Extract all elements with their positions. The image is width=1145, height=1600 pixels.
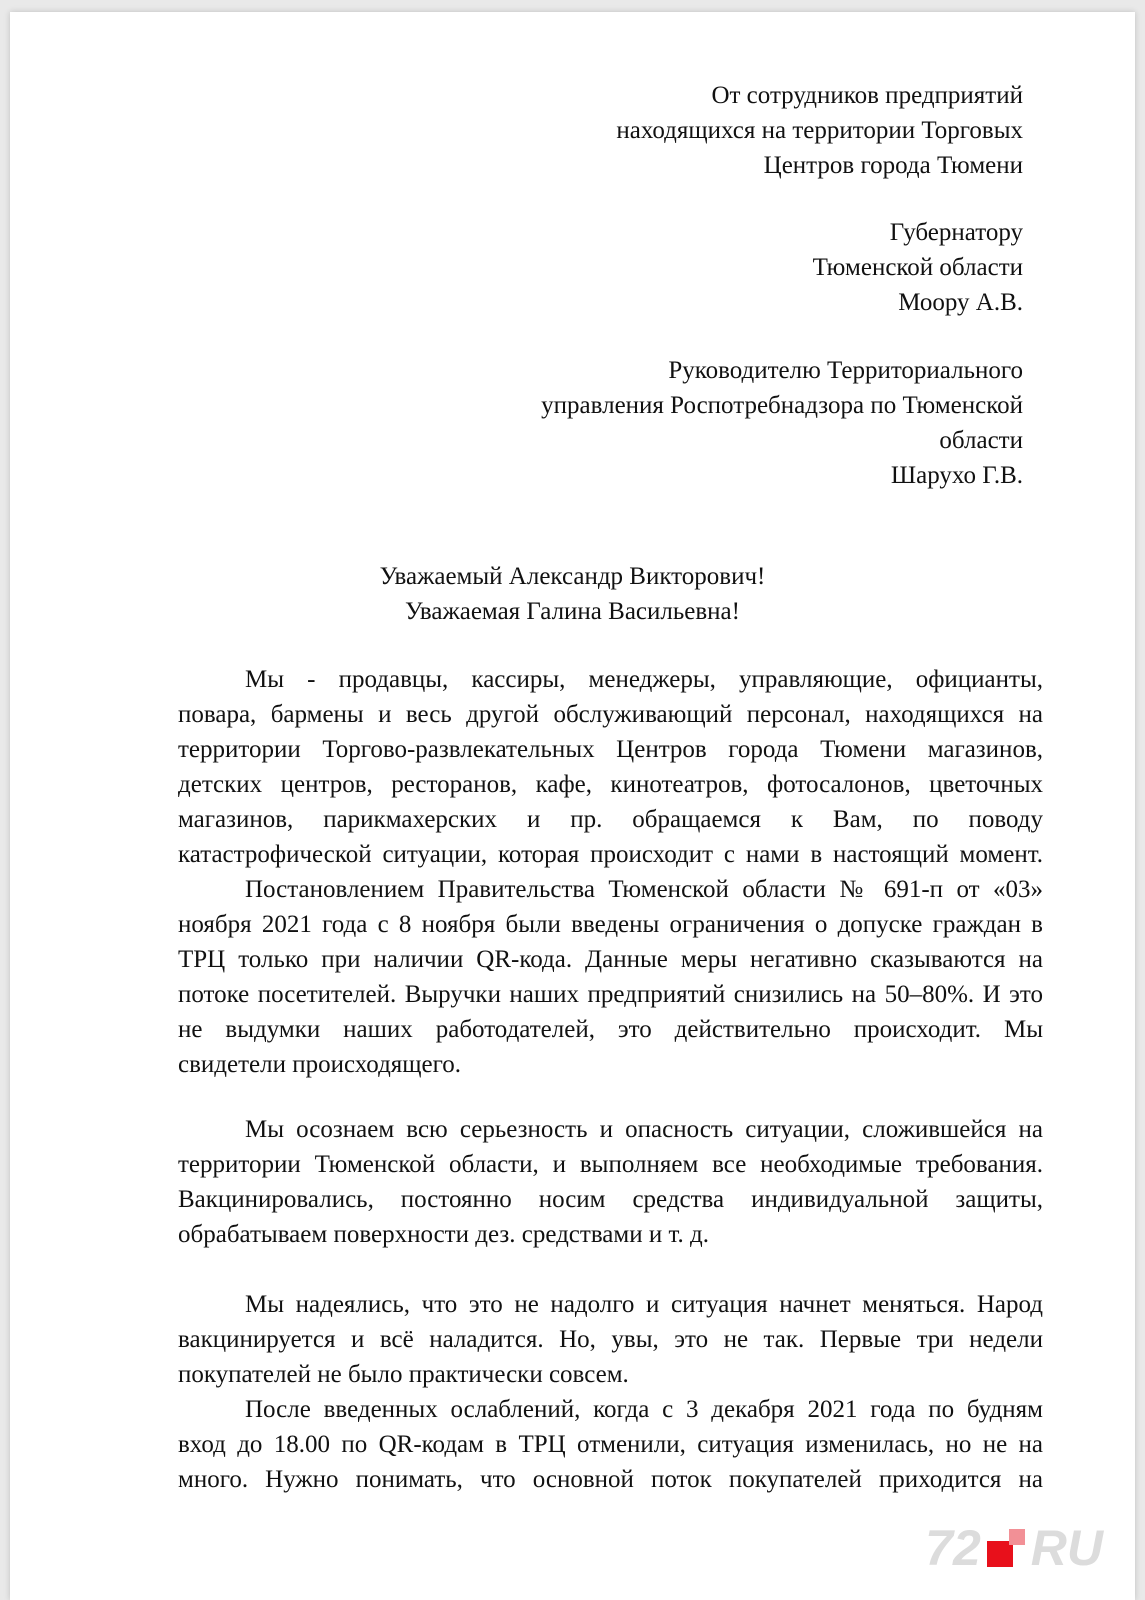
paragraph-4	[178, 1287, 1043, 1392]
text-line: Вакцинировались, постоянно носим средства индивидуальной защиты,	[178, 1186, 1043, 1213]
text-line: покупателей не было практически совсем.	[178, 1361, 629, 1388]
recipient-line: Шарухо Г.В.	[890, 462, 1023, 489]
recipient-line: управления Роспотребнадзора по Тюменской	[541, 392, 1023, 419]
text-line: много. Нужно понимать, что основной поток покупателей приходится на	[178, 1466, 1043, 1493]
watermark-logo	[925, 1520, 1103, 1576]
text-line: территории Торгово-развлекательных Центров города Тюмени магазинов,	[178, 736, 1043, 763]
sender-line: находящихся на территории Торговых	[616, 117, 1023, 144]
text-line: После введенных ослаблений, когда с 3 декабря 2021 года по будням	[245, 1396, 1043, 1423]
watermark-number: 72	[925, 1520, 981, 1576]
sender-block	[616, 78, 1023, 183]
recipient-governor-block	[813, 215, 1023, 320]
paragraph-2	[178, 872, 1043, 1082]
text-line: магазинов, парикмахерских и пр. обращаемся к Вам, по поводу	[178, 806, 1043, 833]
recipient-line: Тюменской области	[812, 254, 1023, 281]
text-line: повара, бармены и весь другой обслуживающий персонал, находящихся на	[178, 701, 1043, 728]
text-line: вакцинируется и всё наладится. Но, увы, это не так. Первые три недели	[178, 1326, 1043, 1353]
text-line: Мы надеялись, что это не надолго и ситуация начнет меняться. Народ	[245, 1291, 1043, 1318]
text-line: территории Тюменской области, и выполняем все необходимые требования.	[178, 1151, 1043, 1178]
text-line: Мы - продавцы, кассиры, менеджеры, управляющие, официанты,	[245, 666, 1043, 693]
paragraph-5	[178, 1392, 1043, 1497]
text-line: вход до 18.00 по QR-кодам в ТРЦ отменили, ситуация изменилась, но не на	[178, 1431, 1043, 1458]
recipient-rospotrebnadzor-block	[541, 353, 1023, 493]
recipient-line: Моору А.В.	[898, 289, 1023, 316]
text-line: потоке посетителей. Выручки наших предприятий снизились на 50–80%. И это	[178, 981, 1043, 1008]
text-line: ноября 2021 года с 8 ноября были введены ограничения о допуске граждан в	[178, 911, 1043, 938]
text-line: не выдумки наших работодателей, это действительно происходит. Мы	[178, 1016, 1043, 1043]
text-line: детских центров, ресторанов, кафе, кинотеатров, фотосалонов, цветочных	[178, 771, 1043, 798]
sender-line: От сотрудников предприятий	[711, 82, 1023, 109]
text-line: обрабатываем поверхности дез. средствами и т. д.	[178, 1221, 709, 1248]
paragraph-3	[178, 1112, 1043, 1252]
text-line: ТРЦ только при наличии QR-кода. Данные меры негативно сказываются на	[178, 946, 1043, 973]
text-line: катастрофической ситуации, которая происходит с нами в настоящий момент.	[178, 841, 1043, 868]
text-line: Мы осознаем всю серьезность и опасность ситуации, сложившейся на	[245, 1116, 1043, 1143]
paragraph-1	[178, 662, 1043, 872]
watermark-suffix: RU	[1030, 1520, 1103, 1576]
salutation-line: Уважаемый Александр Викторович!	[379, 563, 766, 590]
salutation-line: Уважаемая Галина Васильевна!	[405, 598, 740, 625]
text-line: Постановлением Правительства Тюменской области № 691-п от «03»	[245, 876, 1043, 903]
recipient-line: Руководителю Территориального	[668, 357, 1023, 384]
text-line: свидетели происходящего.	[178, 1051, 462, 1078]
salutation	[10, 559, 1135, 629]
recipient-line: области	[939, 427, 1023, 454]
recipient-line: Губернатору	[889, 219, 1023, 246]
logo-squares-icon	[987, 1529, 1025, 1567]
sender-line: Центров города Тюмени	[763, 152, 1023, 179]
document-page	[10, 12, 1135, 1600]
